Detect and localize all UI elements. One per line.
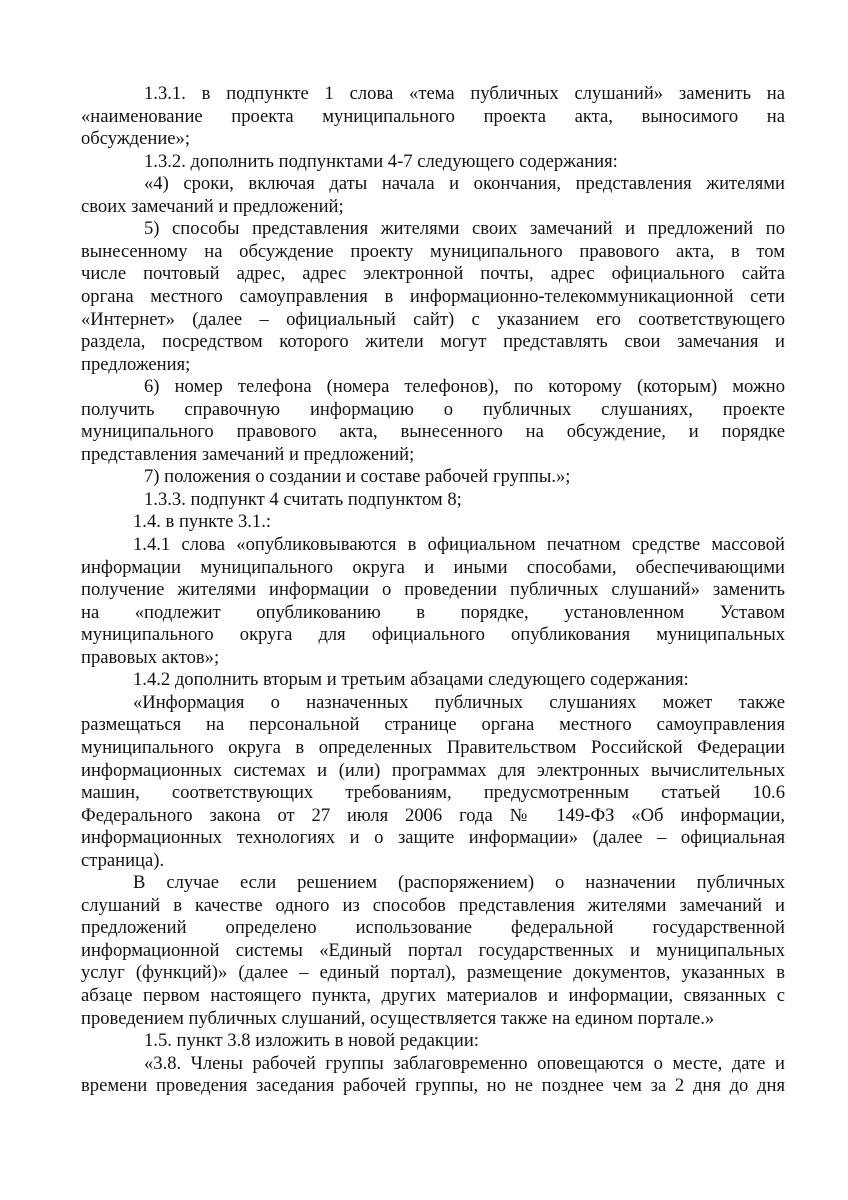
text-line: муниципального округа в определенных Правительством Российской Федерации	[81, 737, 785, 758]
text-line: 1.5. пункт 3.8 изложить в новой редакции:	[144, 1030, 479, 1051]
text-line: предложений определено использование федеральной государственной	[81, 917, 785, 938]
text-line: правовых актов»;	[81, 647, 220, 668]
text-line: 7) положения о создании и составе рабочей группы.»;	[144, 466, 571, 487]
text-line: «наименование проекта муниципального проекта акта, выносимого на	[81, 106, 785, 127]
text-line: представления замечаний и предложений;	[81, 444, 415, 465]
text-line: муниципального правового акта, вынесенного на обсуждение, и порядке	[81, 421, 785, 442]
text-line: Федерального закона от 27 июля 2006 года № 149-ФЗ «Об информации,	[81, 805, 785, 826]
text-line: 1.4.2 дополнить вторым и третьим абзацами следующего содержания:	[133, 669, 689, 690]
text-line: предложения;	[81, 354, 191, 375]
text-line: информации муниципального округа и иными способами, обеспечивающими	[81, 557, 785, 578]
text-line: получить справочную информацию о публичных слушаниях, проекте	[81, 399, 785, 420]
text-line: получение жителями информации о проведении публичных слушаний» заменить	[81, 579, 785, 600]
text-line: своих замечаний и предложений;	[81, 196, 344, 217]
text-line: 1.3.1. в подпункте 1 слова «тема публичных слушаний» заменить на	[144, 83, 785, 104]
text-line: «3.8. Члены рабочей группы заблаговременно оповещаются о месте, дате и	[144, 1053, 785, 1074]
text-line: услуг (функций)» (далее – единый портал), размещение документов, указанных в	[81, 962, 785, 983]
text-line: 6) номер телефона (номера телефонов), по которому (которым) можно	[144, 376, 785, 397]
text-line: размещаться на персональной странице органа местного самоуправления	[81, 714, 785, 735]
text-line: информационных технологиях и о защите информации» (далее – официальная	[81, 827, 785, 848]
text-line: 5) способы представления жителями своих замечаний и предложений по	[144, 218, 785, 239]
text-line: 1.4. в пункте 3.1.:	[133, 511, 272, 532]
text-line: слушаний в качестве одного из способов представления жителями замечаний и	[81, 895, 785, 916]
text-line: «Интернет» (далее – официальный сайт) с указанием его соответствующего	[81, 309, 785, 330]
text-line: вынесенному на обсуждение проекту муниципального правового акта, в том	[81, 241, 785, 262]
text-line: В случае если решением (распоряжением) о назначении публичных	[133, 872, 785, 893]
text-line: времени проведения заседания рабочей группы, но не позднее чем за 2 дня до дня	[81, 1075, 785, 1096]
text-line: абзаце первом настоящего пункта, других материалов и информации, связанных с	[81, 985, 785, 1006]
text-line: «4) сроки, включая даты начала и окончания, представления жителями	[144, 173, 785, 194]
text-line: проведением публичных слушаний, осуществляется также на едином портале.»	[81, 1008, 715, 1029]
text-line: машин, соответствующих требованиям, предусмотренным статьей 10.6	[81, 782, 785, 803]
text-line: 1.3.3. подпункт 4 считать подпунктом 8;	[144, 489, 462, 510]
text-line: раздела, посредством которого жители могут представлять свои замечания и	[81, 331, 785, 352]
text-line: органа местного самоуправления в информационно-телекоммуникационной сети	[81, 286, 785, 307]
text-line: информационных системах и (или) программах для электронных вычислительных	[81, 760, 785, 781]
text-line: «Информация о назначенных публичных слушаниях может также	[133, 692, 785, 713]
text-line: числе почтовый адрес, адрес электронной почты, адрес официального сайта	[81, 263, 785, 284]
text-line: информационной системы «Единый портал государственных и муниципальных	[81, 940, 785, 961]
text-line: 1.3.2. дополнить подпунктами 4-7 следующего содержания:	[144, 151, 618, 172]
text-line: 1.4.1 слова «опубликовываются в официальном печатном средстве массовой	[133, 534, 785, 555]
text-line: на «подлежит опубликованию в порядке, установленном Уставом	[81, 602, 785, 623]
text-line: страница).	[81, 850, 165, 871]
text-line: обсуждение»;	[81, 128, 190, 149]
text-line: муниципального округа для официального опубликования муниципальных	[81, 624, 785, 645]
